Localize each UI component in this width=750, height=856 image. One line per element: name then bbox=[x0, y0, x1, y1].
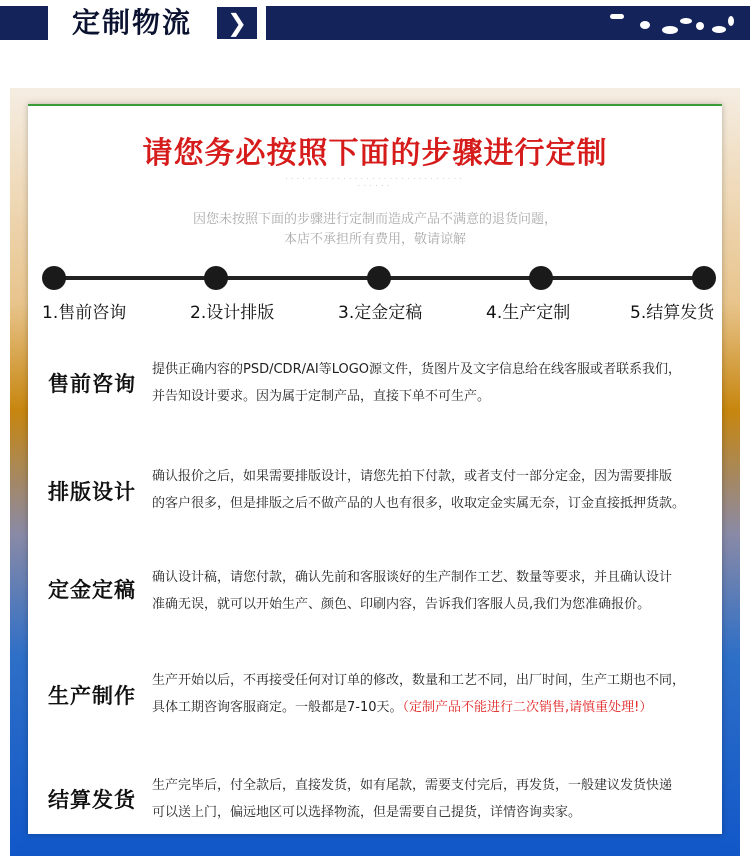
section-line-text: 具体工期咨询客服商定。一般都是7-10天。 bbox=[152, 700, 403, 715]
warning-text: （定制产品不能进行二次销售,请慎重处理!） bbox=[402, 700, 653, 715]
step-dot bbox=[529, 266, 553, 290]
step-dot bbox=[692, 266, 716, 290]
decor-dot-icon bbox=[712, 26, 726, 33]
decor-dot-icon bbox=[662, 26, 678, 34]
header-right-bar bbox=[266, 6, 750, 40]
step-label-5: 5.结算发货 bbox=[630, 303, 715, 323]
chevron-right-icon: ❯ bbox=[217, 7, 257, 39]
step-label-2: 2.设计排版 bbox=[190, 303, 275, 323]
section-line: 可以送上门，偏远地区可以选择物流，但是需要自己提货，详情咨询卖家。 bbox=[152, 805, 582, 820]
section-line: 确认报价之后，如果需要排版设计，请您先拍下付款，或者支付一部分定金，因为需要排版 bbox=[152, 469, 673, 484]
step-dot bbox=[42, 266, 66, 290]
decor-dot-icon bbox=[696, 22, 704, 30]
main-title: 请您务必按照下面的步骤进行定制 bbox=[142, 136, 608, 171]
step-label-1: 1.售前咨询 bbox=[42, 303, 127, 323]
decor-dot-icon bbox=[728, 16, 734, 26]
section-title-settlement: 结算发货 bbox=[48, 788, 136, 812]
section-line: 准确无误，就可以开始生产、颜色、印刷内容，告诉我们客服人员,我们为您准确报价。 bbox=[152, 597, 651, 612]
step-dot bbox=[204, 266, 228, 290]
notice-line-1: 因您未按照下面的步骤进行定制而造成产品不满意的退货问题， bbox=[192, 212, 557, 227]
page-title: 定制物流 bbox=[72, 6, 193, 39]
step-label-3: 3.定金定稿 bbox=[338, 303, 423, 323]
section-text-layout bbox=[152, 463, 717, 517]
decor-dot-icon bbox=[610, 14, 624, 19]
section-text-deposit bbox=[152, 564, 717, 618]
section-line: 确认设计稿，请您付款，确认先前和客服谈好的生产制作工艺、数量等要求，并且确认设计 bbox=[152, 570, 673, 585]
section-title-deposit: 定金定稿 bbox=[48, 578, 136, 602]
panel-top-line bbox=[28, 104, 722, 106]
notice-line-2: 本店不承担所有费用，敬请谅解 bbox=[283, 232, 466, 247]
step-label-4: 4.生产定制 bbox=[486, 303, 571, 323]
decor-dot-icon bbox=[680, 18, 692, 24]
step-dot bbox=[367, 266, 391, 290]
section-line: 的客户很多，但是排版之后不做产品的人也有很多，收取定金实属无奈，订金直接抵押货款。 bbox=[152, 496, 686, 511]
section-text-production bbox=[152, 667, 717, 721]
section-line: 并告知设计要求。因为属于定制产品，直接下单不可生产。 bbox=[152, 389, 491, 404]
decorative-tiny-text: · · · · · · · · · · · · · · · · · · · · · · · · · · · · · · · · · · · · · bbox=[285, 176, 463, 190]
section-title-layout: 排版设计 bbox=[48, 480, 136, 504]
decor-dot-icon bbox=[640, 21, 650, 29]
header-left-bar bbox=[0, 6, 48, 40]
section-title-consult: 售前咨询 bbox=[48, 372, 136, 396]
section-line: 生产完毕后，付全款后，直接发货，如有尾款，需要支付完后，再发货，一般建议发货快递 bbox=[152, 778, 673, 793]
section-text-settlement bbox=[152, 772, 717, 826]
section-line bbox=[152, 694, 717, 721]
section-title-production: 生产制作 bbox=[48, 684, 136, 708]
content-panel bbox=[28, 104, 722, 834]
section-line: 提供正确内容的PSD/CDR/AI等LOGO源文件，货图片及文字信息给在线客服或者联系我们， bbox=[152, 362, 682, 377]
section-line: 生产开始以后，不再接受任何对订单的修改，数量和工艺不同，出厂时间，生产工期也不同， bbox=[152, 673, 686, 688]
section-text-consult bbox=[152, 356, 717, 410]
